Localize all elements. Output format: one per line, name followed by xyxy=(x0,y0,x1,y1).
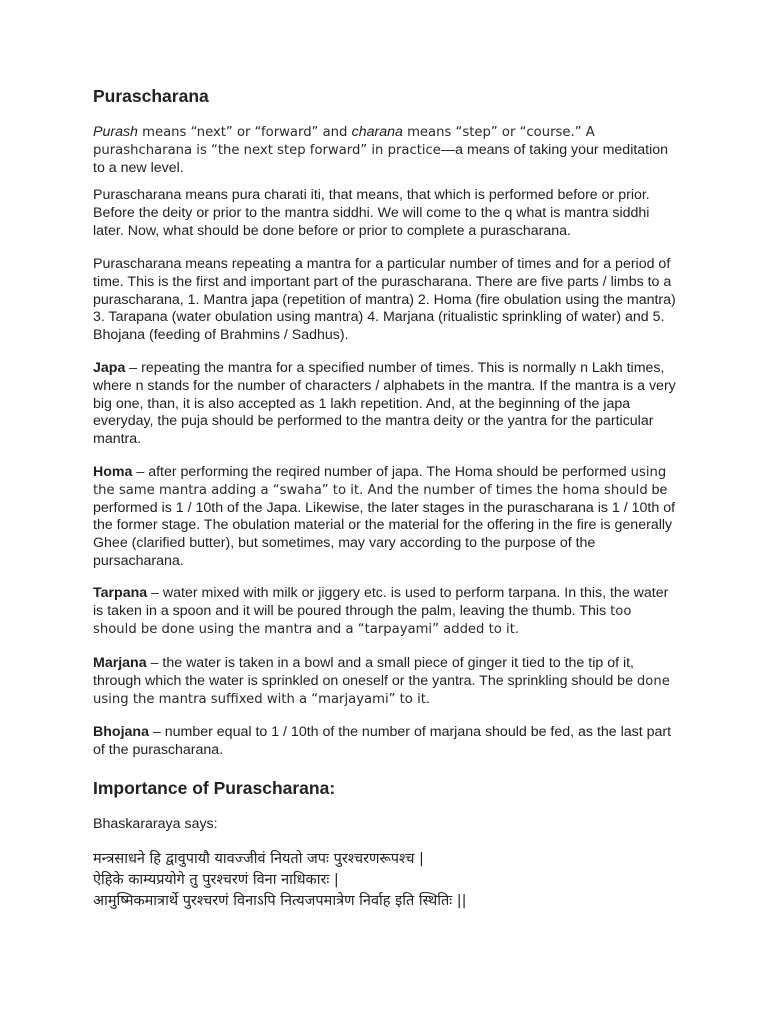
term-purash: Purash xyxy=(93,124,138,140)
verse-line: आमुष्मिकमात्रार्थे पुरश्चरणं विनाऽपि नित्यजपमात्रेण निर्वाह इति स्थितिः || xyxy=(93,893,467,909)
japa-term: Japa xyxy=(93,360,126,376)
limbs-paragraph: Purascharana means repeating a mantra for a particular number of times and for a period of time. This is the first and important part of the purascharana. There are five parts / limbs to a purascharana, 1. Mantra japa (repetition of mantra) 2. Homa (fire obulation using the mantra) 3. Tarapana (water obulation using mantra) 4. Marjana (ritualistic sprinkling of water) and 5. Bhojana (feeding of Brahmins / Sadhus). xyxy=(93,256,676,344)
intro-paragraph: Purash means “next” or “forward” and charana means “step” or “course.” A purashcharana is “the next step forward” in practice—a means of taking your meditation to a new level. xyxy=(93,124,669,176)
verse-line: ऐहिके काम्यप्रयोगे तु पुरश्चरणं विना नाधिकारः | xyxy=(93,872,339,888)
tarpana-term: Tarpana xyxy=(93,585,148,601)
bhojana-paragraph: Bhojana – number equal to 1 / 10th of the number of marjana should be fed, as the last part of the purascharana. xyxy=(93,724,672,758)
verse-line: मन्त्रसाधने हि द्वावुपायौ यावज्जीवं नियतो जपः पुरश्चरणरूपश्च | xyxy=(93,851,424,867)
tarpana-paragraph: Tarpana – water mixed with milk or jiggery etc. is used to perform tarpana. In this, the water is taken in a spoon and it will be poured through the palm, leaving the thumb. This too should be done using the mantra and a “tarpayami” added to it. xyxy=(93,585,669,637)
marjana-paragraph: Marjana – the water is taken in a bowl and a small piece of ginger it tied to the tip of it, through which the water is sprinkled on oneself or the yantra. The sprinkling should be done using the mantra suffixed with a “marjayami” to it. xyxy=(93,655,670,707)
term-charana: charana xyxy=(351,124,403,140)
section-heading: Importance of Purascharana: xyxy=(93,778,336,798)
bhaskara-line: Bhaskararaya says: xyxy=(93,816,218,832)
bhojana-term: Bhojana xyxy=(93,724,149,740)
japa-paragraph: Japa – repeating the mantra for a specified number of times. This is normally n Lakh times, where n stands for the number of characters / alphabets in the mantra. If the mantra is a very big one, than, it is also accepted as 1 lakh repetition. And, at the beginning of the japa everyday, the puja should be performed to the mantra deity or the yantra for the particular mantra. xyxy=(93,360,676,448)
homa-paragraph: Homa – after performing the reqired number of japa. The Homa should be performed using the same mantra adding a “swaha” to it. And the number of times the homa should be performed is 1 / 10th of the Japa. Likewise, the later stages in the purascharana is 1 / 10th of the former stage. The obulation material or the material for the offering in the fire is generally Ghee (clarified butter), but sometimes, may vary according to the purpose of the pursacharana. xyxy=(93,464,676,569)
marjana-term: Marjana xyxy=(93,655,147,671)
homa-term: Homa xyxy=(93,464,133,480)
definition-paragraph: Purascharana means pura charati iti, that means, that which is performed before or prior. Before the deity or prior to the mantra siddhi. We will come to the q what is mantra siddhi later. Now, what should be done before or prior to complete a purascharana. xyxy=(93,187,650,239)
page-title: Purascharana xyxy=(93,86,209,106)
